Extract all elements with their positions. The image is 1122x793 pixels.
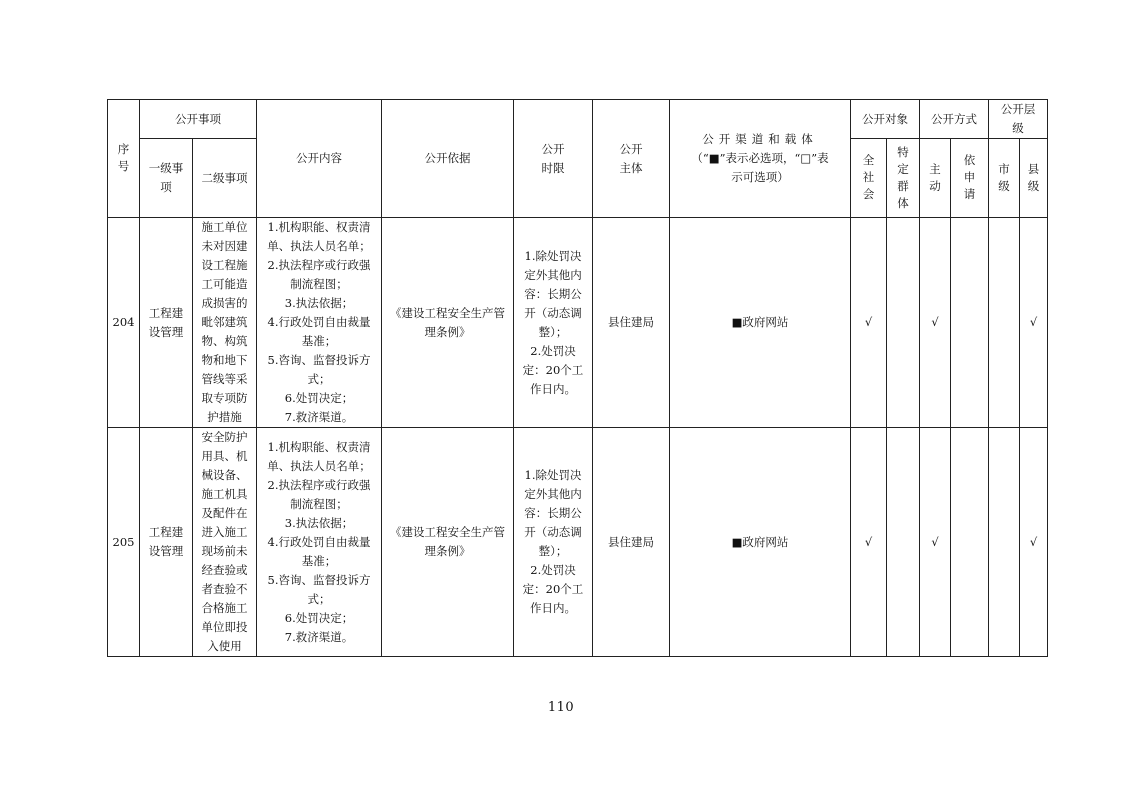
row-level-city [989,218,1020,428]
content-line: 4.行政处罚自由裁量 [267,534,371,549]
row-method-active: √ [920,428,951,657]
content-line: 2.执法程序或行政强 [267,258,371,272]
row-subject: 县住建局 [593,218,670,428]
row-seq: 204 [108,218,140,428]
header-channel-line2: （“■”表示必选项，“□”表 [691,151,829,165]
header-method-active [920,139,951,218]
row-level2: 施工单位未对因建设工程施工可能造成损害的毗邻建筑物、构筑物和地下管线等采取专项防护措施 [193,218,257,428]
header-seq-text: 序 号 [117,142,130,173]
row-basis: 《建设工程安全生产管理条例》 [382,218,514,428]
content-line: 单、执法人员名单； [267,458,371,473]
content-line: 基准； [301,553,337,568]
header-item-group: 公开事项 [140,100,257,139]
period-line: 容：长期公 [524,286,582,301]
header-period-text: 公开 时限 [541,141,565,175]
disclosure-table [107,99,1048,657]
header-subject [593,100,670,218]
header-content: 公开内容 [257,100,382,218]
row-content [257,428,382,657]
content-line: 7.救济渠道。 [284,629,354,644]
period-line: 作日内。 [530,601,576,615]
row-seq: 205 [108,428,140,657]
row-period [514,218,593,428]
row-method-request [951,218,989,428]
header-target-group: 公开对象 [851,100,920,139]
content-line: 制流程图； [290,277,348,291]
content-line: 3.执法依据； [284,296,354,310]
row-basis: 《建设工程安全生产管理条例》 [382,428,514,657]
row-level2: 安全防护用具、机械设备、施工机具及配件在进入施工现场前未经查验或者查验不合格施工单位即投入使用 [193,428,257,657]
header-level-county-text: 县级 [1027,161,1040,193]
row-period [514,428,593,657]
content-line: 4.行政处罚自由裁量 [267,315,371,329]
row-channel: ■政府网站 [670,218,851,428]
table-row [108,428,1048,657]
row-target-specific [887,428,920,657]
row-level-city [989,428,1020,657]
header-method-request [951,139,989,218]
header-level1-text: 一级事 项 [148,161,184,194]
header-method-active-text: 主动 [929,161,941,193]
content-line: 式； [307,372,331,386]
content-line: 1.机构职能、权责清 [267,220,371,234]
row-level-county: √ [1020,428,1048,657]
period-line: 定：20个工 [522,362,584,377]
period-line: 容：长期公 [524,506,582,520]
period-line: 2.处罚决 [530,343,576,358]
header-seq [108,100,140,218]
header-period [514,100,593,218]
header-target-specific-text: 特定群体 [897,144,909,210]
header-method-group: 公开方式 [920,100,989,139]
header-level2: 二级事项 [193,139,257,218]
header-channel [670,100,851,218]
header-target-specific [887,139,920,218]
period-line: 开（动态调 [524,525,582,539]
content-line: 5.咨询、监督投诉方 [267,353,371,367]
header-level-group [989,100,1048,139]
period-line: 1.除处罚决 [524,468,582,482]
content-line: 6.处罚决定； [284,610,354,625]
content-line: 1.机构职能、权责清 [267,439,371,454]
content-line: 式； [307,591,331,606]
header-level-city [989,139,1020,218]
content-line: 单、执法人员名单； [267,239,371,253]
content-line: 5.咨询、监督投诉方 [267,572,371,587]
period-line: 定：20个工 [522,582,584,596]
row-subject: 县住建局 [593,428,670,657]
row-content [257,218,382,428]
row-level1: 工程建设管理 [140,428,193,657]
header-level-group-text: 公开层 级 [1000,102,1036,135]
period-line: 2.处罚决 [530,563,576,577]
period-line: 作日内。 [530,381,576,396]
header-channel-line1: 公开渠道和载体 [702,132,818,146]
period-line: 定外其他内 [524,267,582,282]
period-line: 开（动态调 [524,305,582,320]
row-channel: ■政府网站 [670,428,851,657]
table-row [108,218,1048,428]
content-line: 制流程图； [290,496,348,511]
header-subject-text: 公开 主体 [619,141,643,175]
header-target-all-text: 全社会 [862,153,875,201]
header-level-city-text: 市级 [998,161,1010,193]
period-line: 整）； [538,544,568,558]
row-method-active: √ [920,218,951,428]
header-basis: 公开依据 [382,100,514,218]
header-level-county [1020,139,1048,218]
row-target-all: √ [851,428,887,657]
period-line: 整）； [538,324,568,339]
period-line: 定外其他内 [524,487,582,501]
header-channel-line3: 示可选项） [731,170,789,184]
header-level1 [140,139,193,218]
row-method-request [951,428,989,657]
header-method-request-text: 依申请 [963,153,976,201]
content-line: 3.执法依据； [284,515,354,530]
period-line: 1.除处罚决 [524,248,582,263]
content-line: 6.处罚决定； [284,391,354,405]
page-number: 110 [547,700,575,715]
header-target-all [851,139,887,218]
row-level1: 工程建设管理 [140,218,193,428]
row-target-all: √ [851,218,887,428]
content-line: 7.救济渠道。 [284,410,354,424]
header-row-1 [108,100,1048,139]
row-target-specific [887,218,920,428]
content-line: 2.执法程序或行政强 [267,477,371,492]
content-line: 基准； [301,334,337,348]
row-level-county: √ [1020,218,1048,428]
